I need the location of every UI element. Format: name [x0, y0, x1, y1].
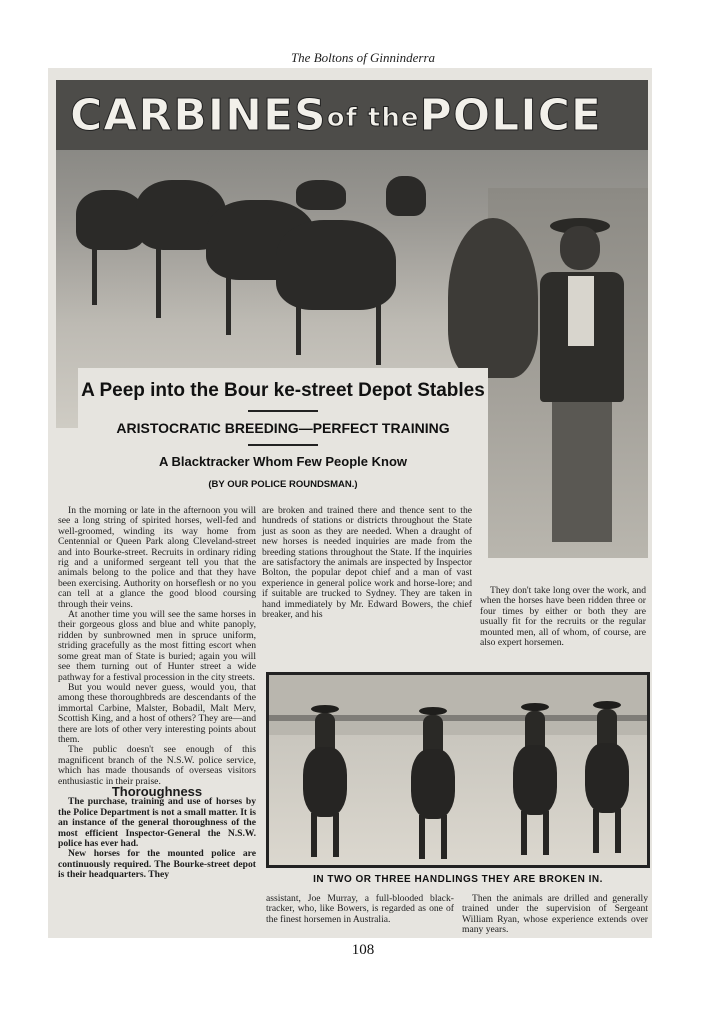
horse-leg — [296, 305, 301, 355]
divider — [248, 444, 318, 446]
article-headings — [78, 368, 488, 490]
blacktracker-figure — [526, 218, 636, 548]
mounted-rider — [581, 709, 633, 859]
banner-part2: of the — [326, 103, 420, 133]
trousers-shape — [552, 402, 612, 542]
section-heading: Thoroughness — [111, 783, 203, 799]
paragraph: are broken and trained there and thence sent to the hundreds of stations or districts throughout the State just as soon as they are needed. When a draught of new horses is needed inquiries are made from the breeding stations throughout the State. If the inquiries are satisfactory the animals are inspected by Inspector Bolton, the popular depot chief and a man of vast experience in general police work and horse-lore; and if suitable are trucked to Sydney. They are taken in hand immediately by Mr. Edward Bowers, the chief breaker, and his — [262, 505, 472, 621]
newspaper-clipping — [48, 68, 652, 938]
horse-head-silhouette — [448, 218, 538, 378]
paragraph: Then the animals are drilled and generally trained under the supervision of Sergeant William Ryan, whose experience extends over many years. — [462, 893, 648, 936]
horse-silhouette — [386, 176, 426, 216]
paragraph: New horses for the mounted police are continuously required. The Bourke-street depot is their headquarters. They — [58, 848, 256, 881]
horse-leg — [376, 305, 381, 365]
paragraph: The public doesn't see enough of this magnificent branch of the N.S.W. police service, which has made thousands of overseas visitors enthusiastic in their praise. — [58, 744, 256, 787]
horse-leg — [92, 245, 97, 305]
column-5 — [462, 894, 648, 936]
shirt-shape — [568, 276, 594, 346]
paragraph: They don't take long over the work, and when the horses have been ridden three or four times by either or both they are usually fit for the recruits or the regular mounted men, all of whom, of course, are also expert horsemen. — [480, 585, 646, 649]
book-title: The Boltons of Ginninderra — [290, 50, 436, 65]
mounted-rider — [299, 713, 351, 863]
column-3 — [480, 586, 646, 648]
subheadline: ARISTOCRATIC BREEDING—PERFECT TRAINING — [116, 420, 450, 436]
column-1 — [58, 506, 256, 881]
banner-headline — [70, 90, 630, 141]
paragraph: The purchase, training and use of horses by the Police Department is not a small matter. It is an instance of the general thoroughness of the most efficient Inspector-General the N.S.W. police has ever had. — [58, 796, 256, 849]
head-shape — [560, 226, 600, 270]
mounted-rider — [407, 715, 459, 865]
banner-part3: POLICE — [419, 90, 602, 141]
divider — [248, 410, 318, 412]
page-number: 108 — [351, 942, 375, 958]
column-2 — [262, 506, 472, 620]
headline: A Peep into the Bour ke-street Depot Stables — [81, 380, 485, 401]
column-4 — [266, 894, 454, 925]
bottom-photo — [266, 672, 650, 868]
horse-silhouette — [296, 180, 346, 210]
paragraph: But you would never guess, would you, that among these thoroughbreds are descendants of the immortal Carbine, Malster, Bobadil, Malt Merv, Scottish King, and a host of others? They are—and there are lots of other very interesting points about them. — [58, 681, 256, 745]
paragraph: In the morning or late in the afternoon you will see a long string of spirited horses, well-fed and well-groomed, winding its way home from Centennial or Queen Park along Cleveland-street and into Bourke-street. Recruits in ordinary riding rig and a uniformed sergeant tell you that the animals belong to the police and that they have been exercising. Authority on horseflesh or no you can tell at a glance the good blood coursing through their veins. — [58, 505, 256, 610]
byline: (BY OUR POLICE ROUNDSMAN.) — [208, 479, 358, 490]
paragraph: assistant, Joe Murray, a full-blooded black-tracker, who, like Bowers, is regarded as one of the finest horsemen in Australia. — [266, 893, 454, 925]
mounted-rider — [509, 711, 561, 861]
horse-leg — [156, 248, 161, 318]
subheadline-2: A Blacktracker Whom Few People Know — [158, 454, 408, 469]
horse-silhouette — [276, 220, 396, 310]
banner-part1: CARBINES — [70, 90, 327, 141]
horse-leg — [226, 275, 231, 335]
photo-caption: IN TWO OR THREE HANDLINGS THEY ARE BROKEN IN. — [313, 874, 603, 885]
paragraph: At another time you will see the same horses in their gorgeous gloss and blue and white panoply, ridden by sunbrowned men in spruce uniform, striding gracefully as the most fitting escort when some great man of State is buried; again you will see them turning out of Hunter street a wide pathway for a festival procession in the city streets. — [58, 609, 256, 683]
